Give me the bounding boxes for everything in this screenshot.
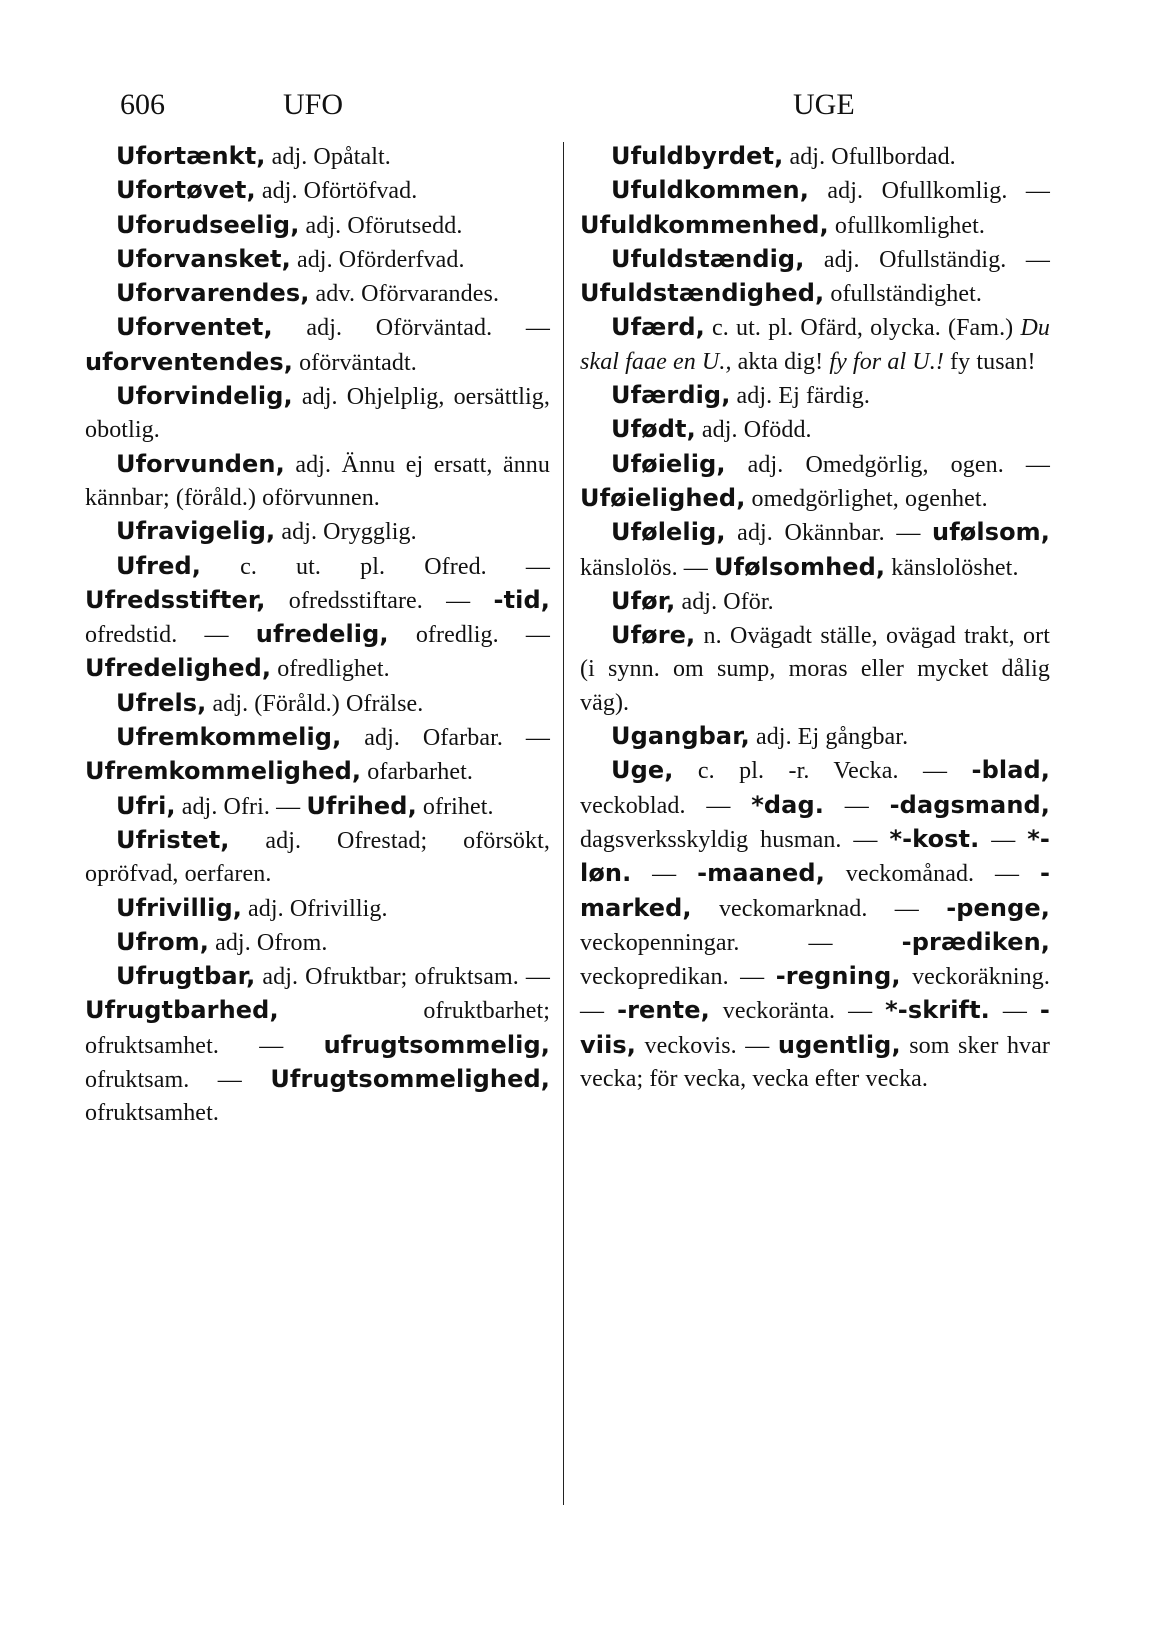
dictionary-entry: Ufortøvet, adj. Oförtöfvad. (116, 176, 418, 205)
dictionary-entry: Uge, c. pl. -r. Vecka. — -blad, veckoblad. — *dag. — -dagsmand, dagsverksskyldig husman. — *-kost. — *-løn. — -maaned, veckomånad. — -marked, veckomarknad. — -penge, veckopenningar. — -prædiken, veckopredikan. — -regning, veckoräkning. — -rente, veckoränta. — *-skrift. — -viis, veckovis. — ugentlig, som sker hvar vecka; för vecka, vecka efter vecka. (580, 756, 1050, 1093)
dictionary-entry: Ugangbar, adj. Ej gångbar. (611, 722, 909, 751)
dictionary-entry: Ufrom, adj. Ofrom. (116, 927, 328, 956)
column-divider (563, 142, 564, 1505)
page-number: 606 (120, 88, 165, 121)
dictionary-entry: Uforvansket, adj. Oförderfvad. (116, 244, 465, 273)
page-header (0, 88, 1152, 128)
dictionary-entry: Uføielig, adj. Omedgörlig, ogen. — Uføielighed, omedgörlighet, ogenhet. (580, 449, 1050, 512)
guide-word-left: UFO (283, 88, 344, 121)
dictionary-entry: Ufrels, adj. (Föråld.) Ofrälse. (116, 688, 424, 717)
guide-word-right: UGE (793, 88, 855, 121)
dictionary-entry: Ufravigelig, adj. Orygglig. (116, 517, 417, 546)
dictionary-entry: Ufuldstændig, adj. Ofullständig. — Ufuldstændighed, ofullständighet. (580, 244, 1050, 308)
dictionary-entry: Ufødt, adj. Ofödd. (611, 415, 812, 444)
dictionary-entry: Ufør, adj. Oför. (611, 586, 774, 615)
dictionary-entry: Ufrivillig, adj. Ofrivillig. (116, 893, 388, 922)
dictionary-entry: Ufuldbyrdet, adj. Ofullbordad. (611, 142, 956, 170)
dictionary-entry: Ufærdig, adj. Ej färdig. (611, 381, 870, 410)
left-column (85, 140, 550, 1131)
dictionary-entry: Uføre, n. Ovägadt ställe, ovägad trakt, ort (i synn. om sump, moras eller mycket dålig väg). (580, 621, 1050, 716)
dictionary-entry: Ufølelig, adj. Okännbar. — ufølsom, känslolös. — Ufølsomhed, känslolöshet. (580, 518, 1050, 581)
dictionary-entry: Ufuldkommen, adj. Ofullkomlig. — Ufuldkommenhed, ofullkomlighet. (580, 176, 1050, 239)
dictionary-entry: Ufærd, c. ut. pl. Ofärd, olycka. (Fam.) Du skal faae en U., akta dig! fy for al U.! fy tusan! (580, 313, 1050, 375)
dictionary-entry: Ufri, adj. Ofri. — Ufrihed, ofrihet. (116, 791, 494, 820)
dictionary-entry: Ufred, c. ut. pl. Ofred. — Ufredsstifter, ofredsstiftare. — -tid, ofredstid. — ufredelig, ofredlig. — Ufredelighed, ofredlighet. (85, 551, 550, 683)
dictionary-entry: Ufremkommelig, adj. Ofarbar. — Ufremkommelighed, ofarbarhet. (85, 723, 550, 786)
dictionary-entry: Ufortænkt, adj. Opåtalt. (116, 142, 391, 170)
right-column (580, 140, 1050, 1096)
dictionary-entry: Uforventet, adj. Oförväntad. — uforventendes, oförväntadt. (85, 313, 550, 376)
dictionary-entry: Uforvunden, adj. Ännu ej ersatt, ännu kännbar; (föråld.) oförvunnen. (85, 449, 550, 511)
dictionary-entry: Ufrugtbar, adj. Ofruktbar; ofruktsam. — Ufrugtbarhed, ofruktbarhet; ofruktsamhet. — ufrugtsommelig, ofruktsam. — Ufrugtsommelighed, ofruktsamhet. (85, 962, 550, 1127)
dictionary-entry: Ufristet, adj. Ofrestad; oförsökt, opröfvad, oerfaren. (85, 825, 550, 888)
dictionary-entry: Uforvindelig, adj. Ohjelplig, oersättlig, obotlig. (85, 382, 550, 444)
dictionary-entry: Uforvarendes, adv. Oförvarandes. (116, 279, 500, 308)
dictionary-entry: Uforudseelig, adj. Oförutsedd. (116, 210, 463, 239)
